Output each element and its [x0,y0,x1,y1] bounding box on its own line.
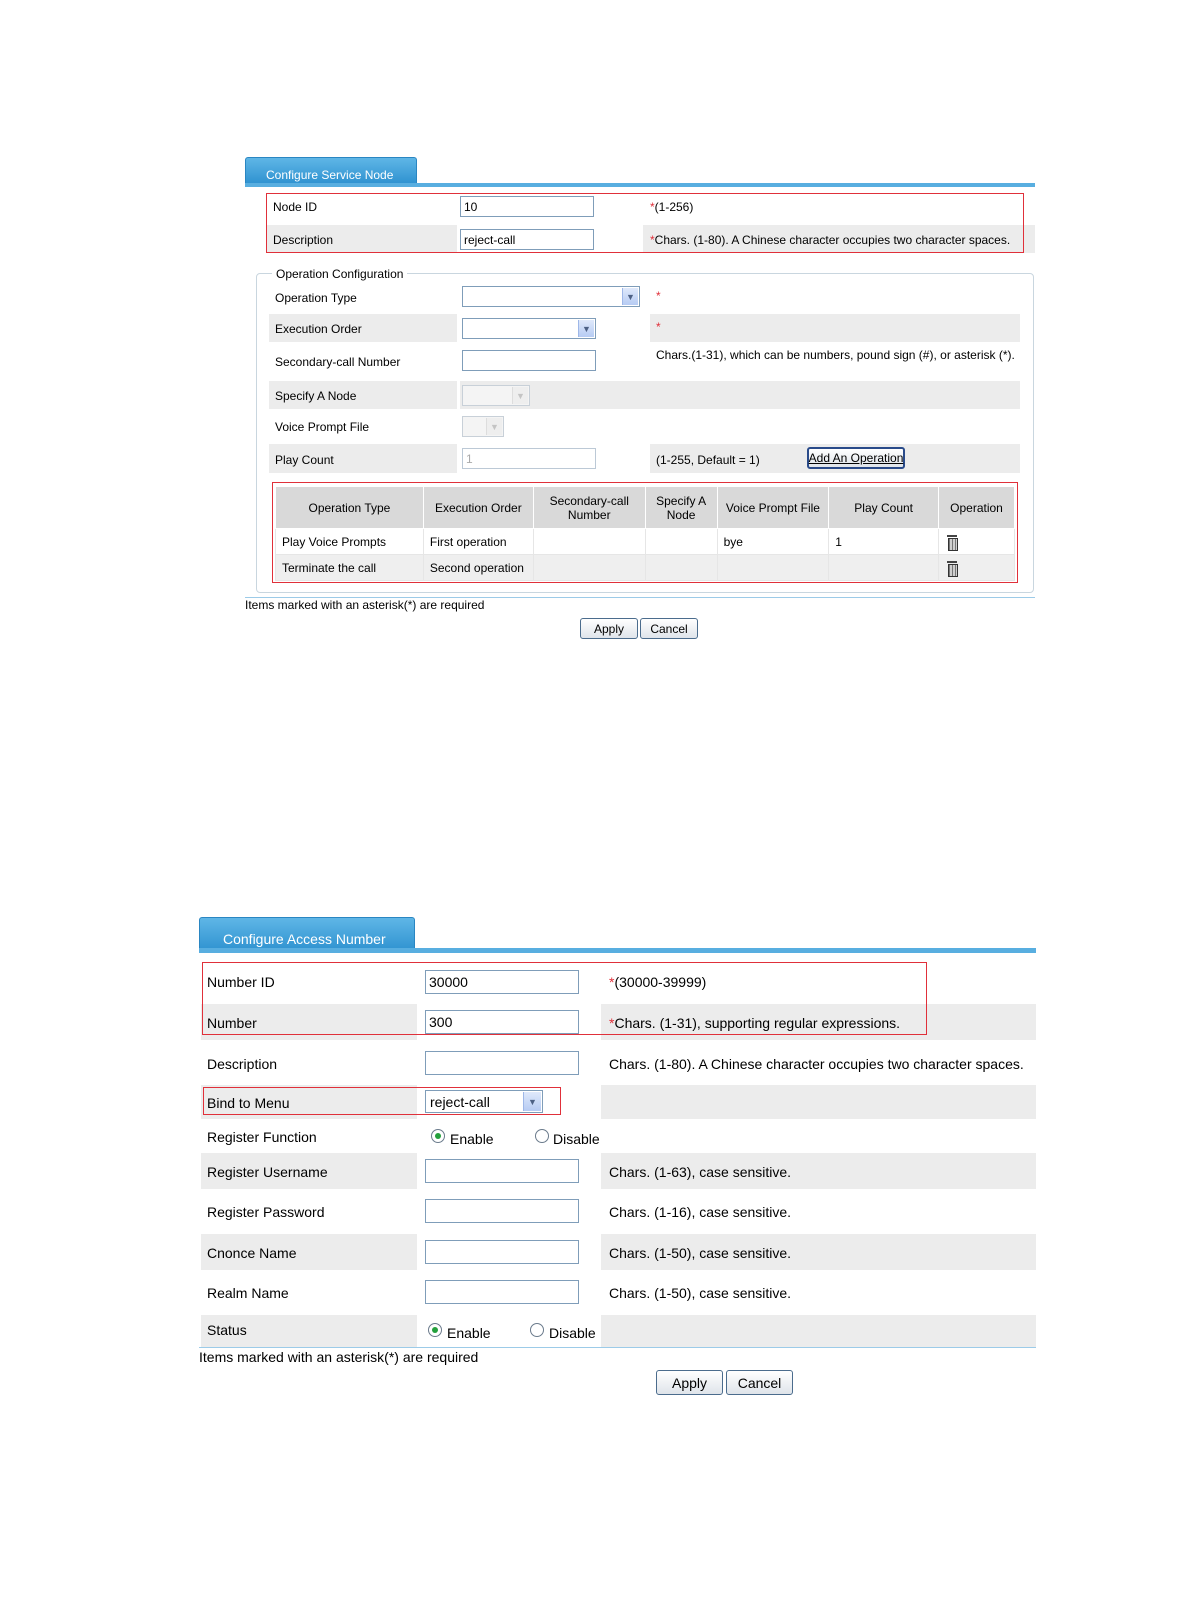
number-hint: *Chars. (1-31), supporting regular expressions. [609,1015,901,1031]
cell: 1 [829,529,939,555]
cell [645,529,717,555]
play-count-label: Play Count [275,453,334,467]
cnonce-name-hint: Chars. (1-50), case sensitive. [609,1245,792,1261]
description-label: Description [207,1056,278,1072]
apply-button[interactable]: Apply [580,618,638,639]
status-disable-radio[interactable] [530,1323,544,1337]
realm-name-label: Realm Name [207,1285,289,1301]
cancel-button[interactable]: Cancel [640,618,698,639]
cell: Play Voice Prompts [276,529,424,555]
tab-bar [199,948,1036,953]
cell: First operation [423,529,533,555]
table-row [276,529,1015,555]
execution-order-label: Execution Order [275,322,362,336]
secondary-call-number-label: Secondary-call Number [275,355,401,369]
required-asterisk: * [656,320,661,334]
status-enable-label: Enable [447,1325,491,1341]
highlight-box [266,193,1024,253]
register-username-input[interactable] [425,1159,579,1183]
operation-config-legend: Operation Configuration [272,267,407,281]
chevron-down-icon: ▼ [578,320,594,337]
add-operation-button[interactable]: Add An Operation [807,447,905,469]
secondary-call-number-hint: Chars.(1-31), which can be numbers, pound sign (#), or asterisk (*). [656,348,1015,362]
chevron-down-icon: ▼ [523,1092,541,1111]
row-bg [601,1085,1036,1119]
col-header: Voice Prompt File [717,487,829,529]
cnonce-name-input[interactable] [425,1240,579,1264]
play-count-hint: (1-255, Default = 1) [656,453,760,467]
apply-button[interactable]: Apply [656,1370,723,1395]
node-id-input[interactable]: 10 [460,196,594,217]
required-note: Items marked with an asterisk(*) are required [199,1349,479,1365]
register-password-hint: Chars. (1-16), case sensitive. [609,1204,792,1220]
description-input[interactable] [425,1051,579,1075]
status-enable-radio[interactable] [428,1323,442,1337]
operation-type-label: Operation Type [275,291,357,305]
tab-title: Configure Access Number [223,931,386,947]
register-password-label: Register Password [207,1204,325,1220]
divider [199,1347,1036,1348]
number-label: Number [207,1015,257,1031]
chevron-down-icon: ▼ [486,418,502,435]
number-id-label: Number ID [207,974,275,990]
register-function-label: Register Function [207,1129,317,1145]
cell: Second operation [423,555,533,581]
trash-icon[interactable] [947,561,957,575]
col-header: Specify A Node [645,487,717,529]
register-password-input[interactable] [425,1199,579,1223]
register-function-disable-radio[interactable] [535,1129,549,1143]
register-function-enable-label: Enable [450,1131,494,1147]
status-label: Status [207,1322,247,1338]
register-function-disable-label: Disable [553,1131,600,1147]
cell [829,555,939,581]
operation-type-select[interactable] [462,286,640,307]
required-note: Items marked with an asterisk(*) are required [245,598,485,612]
cancel-button[interactable]: Cancel [726,1370,793,1395]
trash-icon[interactable] [947,535,957,549]
cell [533,529,645,555]
col-header: Operation [939,487,1015,529]
node-id-hint: *(1-256) [650,200,694,214]
highlight-box [203,1087,561,1115]
specify-a-node-select[interactable] [462,385,530,406]
cell [717,555,829,581]
col-header: Secondary-call Number [533,487,645,529]
tab-title: Configure Service Node [266,168,394,182]
description-input[interactable]: reject-call [460,229,594,250]
secondary-call-number-input[interactable] [462,350,596,371]
execution-order-select[interactable] [462,318,596,339]
row-bg [460,381,1020,409]
col-header: Play Count [829,487,939,529]
row-bg [601,1315,1036,1347]
col-header: Execution Order [423,487,533,529]
voice-prompt-file-label: Voice Prompt File [275,420,370,434]
realm-name-hint: Chars. (1-50), case sensitive. [609,1285,792,1301]
tab-bar [245,183,1035,187]
cell [939,555,1015,581]
cell: Terminate the call [276,555,424,581]
cell [939,529,1015,555]
specify-a-node-label: Specify A Node [275,389,357,403]
operations-table [275,486,1015,581]
tab-configure-service-node[interactable] [245,157,417,185]
cell: bye [717,529,829,555]
number-input[interactable]: 300 [425,1010,579,1034]
realm-name-input[interactable] [425,1280,579,1304]
row-bg [650,314,1020,342]
chevron-down-icon: ▼ [622,288,638,305]
register-username-label: Register Username [207,1164,328,1180]
highlight-box [202,962,927,1035]
cell [533,555,645,581]
status-disable-label: Disable [549,1325,596,1341]
register-function-enable-radio[interactable] [431,1129,445,1143]
cnonce-name-label: Cnonce Name [207,1245,297,1261]
description-label: Description [273,233,334,247]
description-hint: Chars. (1-80). A Chinese character occupies two character spaces. [609,1056,1024,1072]
chevron-down-icon: ▼ [512,387,528,404]
play-count-input[interactable]: 1 [462,448,596,469]
register-username-hint: Chars. (1-63), case sensitive. [609,1164,792,1180]
bind-to-menu-label: Bind to Menu [207,1095,290,1111]
number-id-hint: *(30000-39999) [609,974,707,990]
required-asterisk: * [656,289,661,303]
bind-to-menu-value: reject-call [430,1093,490,1110]
col-header: Operation Type [276,487,424,529]
voice-prompt-file-select[interactable] [462,416,504,437]
number-id-input[interactable]: 30000 [425,970,579,994]
description-hint: *Chars. (1-80). A Chinese character occupies two character spaces. [650,233,1011,247]
table-row [276,555,1015,581]
node-id-label: Node ID [273,200,318,214]
cell [645,555,717,581]
